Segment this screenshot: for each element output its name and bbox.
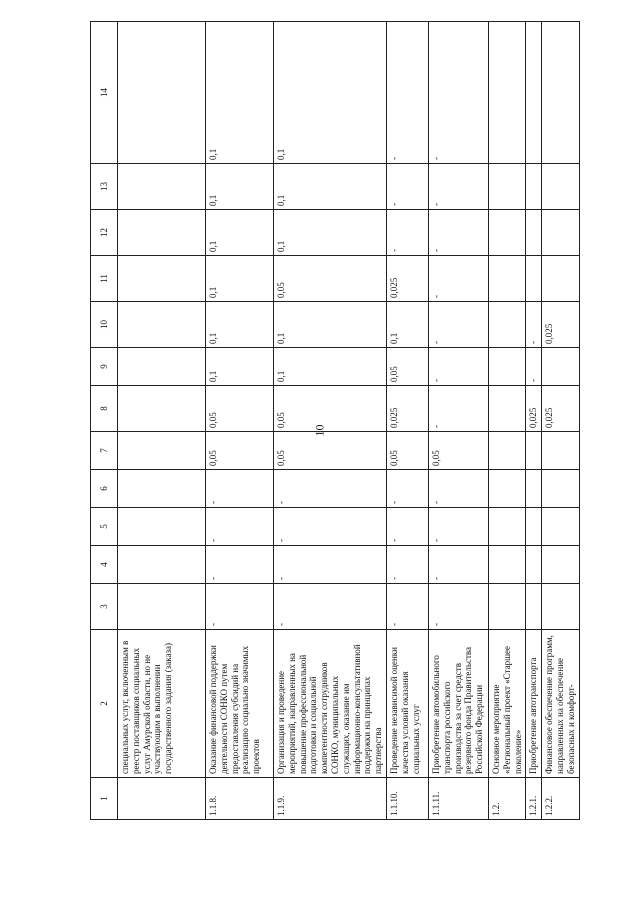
table-row — [526, 22, 542, 820]
page-number: 10 — [312, 424, 327, 437]
value-cell — [488, 386, 525, 432]
value-cell — [488, 22, 525, 164]
value-cell: - — [428, 210, 488, 256]
table-row — [542, 22, 580, 820]
row-title: Приобретение автотранспорта — [526, 630, 542, 778]
value-cell: 0,1 — [274, 348, 387, 386]
row-title: Проведение независимой оценки качества условий оказания социальных услуг — [386, 630, 428, 778]
value-cell: 0,1 — [274, 302, 387, 348]
value-cell — [488, 210, 525, 256]
value-cell — [118, 508, 206, 546]
value-cell — [542, 348, 580, 386]
value-cell — [526, 22, 542, 164]
table-header-row — [91, 22, 118, 820]
value-cell: - — [526, 302, 542, 348]
table-viewport — [90, 62, 576, 820]
value-cell: 0,05 — [274, 256, 387, 302]
column-header: 3 — [91, 584, 118, 630]
row-number: 1.1.8. — [206, 778, 274, 820]
value-cell — [118, 386, 206, 432]
value-cell: 0,1 — [274, 210, 387, 256]
row-title: Финансовое обеспечение программ, направленных на обеспечение безопасных и комфорт- — [542, 630, 580, 778]
value-cell — [542, 584, 580, 630]
row-number: 1.1.9. — [274, 778, 387, 820]
table-row — [118, 22, 206, 820]
value-cell: - — [386, 546, 428, 584]
column-header: 11 — [91, 256, 118, 302]
row-title: Приобретение автомобильного транспорта российского производства за счет средств резервного фонда Правительства Российской Федерации — [428, 630, 488, 778]
value-cell — [526, 256, 542, 302]
value-cell: 0,1 — [206, 210, 274, 256]
value-cell: - — [428, 256, 488, 302]
value-cell — [488, 470, 525, 508]
value-cell: 0,1 — [206, 348, 274, 386]
column-header: 14 — [91, 22, 118, 164]
value-cell: - — [274, 546, 387, 584]
value-cell — [526, 210, 542, 256]
row-number: 1.1.10. — [386, 778, 428, 820]
value-cell — [118, 432, 206, 470]
value-cell — [488, 302, 525, 348]
value-cell: 0,05 — [206, 386, 274, 432]
table-row — [428, 22, 488, 820]
value-cell: - — [428, 470, 488, 508]
value-cell — [118, 302, 206, 348]
value-cell: 0,025 — [542, 386, 580, 432]
value-cell — [118, 256, 206, 302]
value-cell: - — [526, 348, 542, 386]
value-cell: - — [206, 508, 274, 546]
value-cell — [488, 546, 525, 584]
value-cell: - — [428, 22, 488, 164]
row-number: 1.2. — [488, 778, 525, 820]
row-number: 1.1.11. — [428, 778, 488, 820]
value-cell: 0,025 — [542, 302, 580, 348]
value-cell: 0,1 — [386, 302, 428, 348]
column-header: 8 — [91, 386, 118, 432]
value-cell — [488, 348, 525, 386]
value-cell: 0,05 — [386, 348, 428, 386]
value-cell — [526, 432, 542, 470]
value-cell — [488, 432, 525, 470]
value-cell: - — [274, 584, 387, 630]
value-cell: 0,05 — [206, 432, 274, 470]
value-cell: 0,1 — [274, 22, 387, 164]
table-row — [386, 22, 428, 820]
value-cell — [118, 164, 206, 210]
value-cell — [526, 584, 542, 630]
value-cell — [118, 584, 206, 630]
value-cell — [118, 348, 206, 386]
value-cell — [488, 508, 525, 546]
row-number: 1.2.2. — [542, 778, 580, 820]
value-cell — [118, 22, 206, 164]
value-cell: - — [428, 348, 488, 386]
value-cell: 0,1 — [206, 164, 274, 210]
row-number: 1.2.1. — [526, 778, 542, 820]
rotated-table-container — [90, 62, 576, 820]
value-cell: 0,025 — [386, 256, 428, 302]
indicators-table — [90, 21, 580, 820]
column-header: 1 — [91, 778, 118, 820]
value-cell — [542, 470, 580, 508]
value-cell — [488, 584, 525, 630]
table-row — [206, 22, 274, 820]
value-cell: - — [428, 584, 488, 630]
value-cell: 0,1 — [206, 256, 274, 302]
value-cell: - — [386, 508, 428, 546]
value-cell: 0,1 — [206, 22, 274, 164]
value-cell: - — [428, 302, 488, 348]
row-title: Организация и проведение мероприятий, направленных на повышение профессиональной подготовки и социальной компетентности сотрудников СОНКО, муниципальных служащих, оказание им информационно-консультативной поддержки на принципах партнерства — [274, 630, 387, 778]
column-header: 6 — [91, 470, 118, 508]
row-number — [118, 778, 206, 820]
column-header: 9 — [91, 348, 118, 386]
value-cell — [488, 256, 525, 302]
column-header: 13 — [91, 164, 118, 210]
value-cell — [542, 508, 580, 546]
value-cell — [542, 256, 580, 302]
value-cell: - — [428, 164, 488, 210]
value-cell: - — [206, 546, 274, 584]
value-cell: 0,1 — [206, 302, 274, 348]
value-cell — [118, 546, 206, 584]
value-cell — [542, 210, 580, 256]
value-cell — [542, 164, 580, 210]
column-header: 12 — [91, 210, 118, 256]
value-cell — [118, 470, 206, 508]
value-cell: - — [206, 470, 274, 508]
value-cell: - — [206, 584, 274, 630]
column-header: 5 — [91, 508, 118, 546]
value-cell: - — [386, 470, 428, 508]
value-cell: - — [428, 508, 488, 546]
value-cell: 0,05 — [274, 432, 387, 470]
row-title: специальных услуг, включенным в реестр поставщиков социальных услуг Амурской области, но не участвующим в выполнении государственного задания (заказа) — [118, 630, 206, 778]
value-cell: - — [428, 386, 488, 432]
value-cell — [542, 432, 580, 470]
value-cell: 0,025 — [526, 386, 542, 432]
value-cell: 0,1 — [274, 164, 387, 210]
value-cell — [526, 508, 542, 546]
value-cell — [488, 164, 525, 210]
row-title: Оказание финансовой поддержки деятельности СОНКО путем предоставления субсидий на реализацию социально значимых проектов — [206, 630, 274, 778]
value-cell — [526, 164, 542, 210]
value-cell: - — [386, 210, 428, 256]
row-title: Основное мероприятие «Региональный проект «Старшее поколение» — [488, 630, 525, 778]
value-cell — [542, 22, 580, 164]
value-cell: - — [386, 22, 428, 164]
value-cell — [526, 546, 542, 584]
value-cell: 0,05 — [386, 432, 428, 470]
column-header: 4 — [91, 546, 118, 584]
value-cell: - — [274, 508, 387, 546]
column-header: 2 — [91, 630, 118, 778]
value-cell — [542, 546, 580, 584]
table-row — [274, 22, 387, 820]
value-cell: - — [428, 546, 488, 584]
value-cell: 0,05 — [274, 386, 387, 432]
column-header: 7 — [91, 432, 118, 470]
column-header: 10 — [91, 302, 118, 348]
table-row — [488, 22, 525, 820]
value-cell: - — [386, 584, 428, 630]
value-cell: - — [274, 470, 387, 508]
value-cell — [118, 210, 206, 256]
value-cell: - — [386, 164, 428, 210]
value-cell: 0,025 — [386, 386, 428, 432]
value-cell: 0,05 — [428, 432, 488, 470]
value-cell — [526, 470, 542, 508]
